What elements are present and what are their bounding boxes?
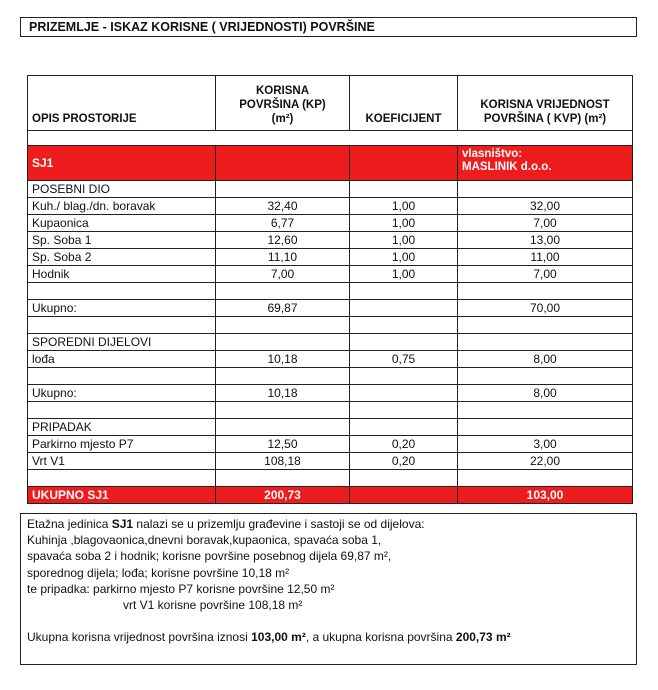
subtotal-kvp: 8,00: [458, 385, 633, 402]
unit-row: [28, 146, 633, 181]
table-row: [28, 198, 633, 215]
room-kp: 108,18: [216, 453, 350, 470]
grand-total-label: UKUPNO SJ1: [28, 487, 216, 504]
notes-box: [20, 513, 637, 665]
room-kvp: 32,00: [458, 198, 633, 215]
section-heading-row: [28, 334, 633, 351]
table-row: [28, 453, 633, 470]
notes-line: sporednog dijela; lođa; korisne površine 10,18 m²: [27, 565, 290, 580]
table-row: [28, 215, 633, 232]
room-kvp: 7,00: [458, 266, 633, 283]
section-heading-row: [28, 419, 633, 436]
room-kvp: 8,00: [458, 351, 633, 368]
subtotal-kp: 10,18: [216, 385, 350, 402]
table-row: [28, 266, 633, 283]
room-name: Kupaonica: [28, 215, 216, 232]
empty-row: [28, 368, 633, 385]
section-heading: SPOREDNI DIJELOVI: [28, 334, 216, 351]
notes-line: spavaća soba 2 i hodnik; korisne površine posebnog dijela 69,87 m²,: [27, 549, 392, 564]
unit-name: SJ1: [28, 146, 216, 181]
room-kvp: 7,00: [458, 215, 633, 232]
room-name: Sp. Soba 2: [28, 249, 216, 266]
empty-row: [28, 470, 633, 487]
section-heading: POSEBNI DIO: [28, 181, 216, 198]
room-kvp: 22,00: [458, 453, 633, 470]
area-table: [27, 75, 633, 504]
table-row: [28, 436, 633, 453]
room-kp: 32,40: [216, 198, 350, 215]
subtotal-label: Ukupno:: [28, 300, 216, 317]
page-title: PRIZEMLJE - ISKAZ KORISNE ( VRIJEDNOSTI) POVRŠINE: [29, 20, 375, 34]
room-kp: 12,60: [216, 232, 350, 249]
grand-total-kp: 200,73: [216, 487, 350, 504]
header-kvp: KORISNA VRIJEDNOST POVRŠINA ( KVP) (m²): [458, 76, 633, 131]
section-heading-row: [28, 181, 633, 198]
empty-row: [28, 402, 633, 419]
notes-line: te pripadka: parkirno mjesto P7 korisne površine 12,50 m²: [27, 581, 335, 596]
subtotal-row: [28, 300, 633, 317]
section-heading: PRIPADAK: [28, 419, 216, 436]
room-kp: 11,10: [216, 249, 350, 266]
room-koef: 1,00: [350, 266, 458, 283]
table-row: [28, 351, 633, 368]
room-kvp: 11,00: [458, 249, 633, 266]
room-name: lođa: [28, 351, 216, 368]
room-koef: 1,00: [350, 198, 458, 215]
notes-line: vrt V1 korisne površine 108,18 m²: [123, 598, 303, 613]
room-kvp: 3,00: [458, 436, 633, 453]
table-row: [28, 232, 633, 249]
room-name: Vrt V1: [28, 453, 216, 470]
room-koef: 1,00: [350, 215, 458, 232]
subtotal-kvp: 70,00: [458, 300, 633, 317]
header-kp: KORISNA POVRŠINA (KP) (m²): [216, 76, 350, 131]
subtotal-row: [28, 385, 633, 402]
unit-owner: vlasništvo: MASLINIK d.o.o.: [458, 146, 633, 181]
empty-row: [28, 283, 633, 300]
room-kp: 10,18: [216, 351, 350, 368]
page-title-box: [20, 17, 637, 37]
room-kvp: 13,00: [458, 232, 633, 249]
table-header-row: [28, 76, 633, 131]
room-name: Hodnik: [28, 266, 216, 283]
room-name: Sp. Soba 1: [28, 232, 216, 249]
subtotal-kp: 69,87: [216, 300, 350, 317]
room-kp: 12,50: [216, 436, 350, 453]
room-name: Parkirno mjesto P7: [28, 436, 216, 453]
table-row: [28, 249, 633, 266]
notes-line: Kuhinja ,blagovaonica,dnevni boravak,kupaonica, spavaća soba 1,: [27, 533, 382, 548]
header-opis: OPIS PROSTORIJE: [28, 76, 216, 131]
room-name: Kuh./ blag./dn. boravak: [28, 198, 216, 215]
notes-line: Etažna jedinica SJ1 nalazi se u prizemlju građevine i sastoji se od dijelova:: [27, 517, 425, 531]
empty-row: [28, 317, 633, 334]
room-koef: 0,20: [350, 436, 458, 453]
grand-total-row: [28, 487, 633, 504]
room-kp: 6,77: [216, 215, 350, 232]
room-koef: 0,75: [350, 351, 458, 368]
room-kp: 7,00: [216, 266, 350, 283]
subtotal-label: Ukupno:: [28, 385, 216, 402]
spacer-row: [28, 131, 633, 146]
room-koef: 1,00: [350, 232, 458, 249]
room-koef: 0,20: [350, 453, 458, 470]
header-koef: KOEFICIJENT: [350, 76, 458, 131]
room-koef: 1,00: [350, 249, 458, 266]
notes-summary: Ukupna korisna vrijednost površina iznosi 103,00 m², a ukupna korisna površina 200,73 m²: [27, 630, 511, 645]
grand-total-kvp: 103,00: [458, 487, 633, 504]
